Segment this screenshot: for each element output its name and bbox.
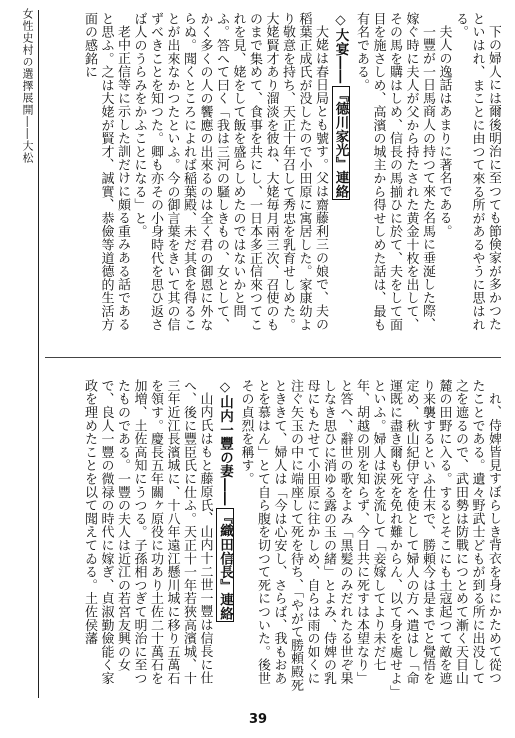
- lower-column: [45, 379, 501, 692]
- page-number: 39: [248, 712, 268, 727]
- section-link-tag: 『德川家光』連絡: [332, 87, 349, 198]
- upper-column: [45, 12, 501, 342]
- upper-paragraph-3: 一豐が一日馬商人の持つて來た名馬に垂涎した際、嫁ぐ時に夫人が父から持たされた黄金十枚を出して、その馬を購はしめ、信長の馬揃ひに於て、夫をして面目を施さしめ、高濱の城主から得せしめた話は、最も有名である。: [354, 12, 435, 332]
- diamond-icon: ◇: [332, 12, 349, 29]
- upper-paragraph-4: 大姥は春日局とも號す。父は齋藤利三の娘で、夫の稻葉正成氏が没したので小田原に寓居した。家康幼より敬意を持ち、天正十年召して秀忠を乳育せしめた。大姥賢才あり溜淡を彼ね、大姥毎月兩三次、召使のものまで集めて、食事を共にし、一日本多正信來つてこれを見、姥をして飯を盛らしめたのではないかと問ふ。答へて曰く「我は三河の騒しきもの、女として、かく多くの人の饗應の出來るのは全く君の御恩に外ならぬ。聞くところによれば稲葉殿、未だ其食を得ることが出來なかつたといふ。今の御言葉をきいて其の信ずべきことを知つた。卿も亦その小身時代を思ひ返さば人のうらみをかふことになる」と。: [131, 12, 328, 332]
- column-divider: [45, 357, 501, 358]
- running-head: 女性史村の選擇展開――大松: [21, 8, 34, 164]
- upper-paragraph-1: 下の婦人には爾後明治に至つても節倹家が多かつたといはれ、まことに由つて來る所があるやうに思はれる。: [453, 12, 501, 332]
- diamond-icon: ◇: [217, 379, 233, 396]
- lower-paragraph-2: 山内氏はもと藤原氏、山内十二世一豐は信長に仕へ、後に豐臣氏に仕ふ。天正十一年若狹高濱城、十三年近江長濱城に、十八年遠江懸川城に移り五萬石を領す。慶長五年關ヶ原役に功あり土佐二十萬石を加増、土佐高知にうつる。子孫相つぎて明治に至つたものである。一豐の夫人は近江の若宮友興の女で、良人一豐の微禄の時代に嫁ぎ、貞淑勤儉能く家政を理めたことを以て聞えてゐる。土佐侯藩: [82, 379, 213, 685]
- section-heading-daiba: [332, 12, 349, 342]
- header-rule: [38, 10, 39, 698]
- lower-paragraph-1: れ、侍婢皆見すぼらしき背衣を身にかためて從つたことである。遺々野武士どもが到る所に出没して之を遮るので、武田勢は防戰につとめて漸く天目山麓の田野に入る。するとそこにも土寇起つて敵を遮り来襲するといふ仕末で、勝頼今は是までと覺悟を定め、秋山紀伊守を使として婦人の方へ遣はし「命運既に盡き爾も死を免れ難からん、以て身を處せよ」といふ。婦人は涙を流して「妾嫁してより未だ七年、胡越の別を知らず、今日共に死すは本望なり」と答へ、辭世の歌をよみ「黒髪のみだれたる世ぞ果しなき思ひに消ゆる露の玉の緒」とよみ、侍婢の乳母にもたせて小田原に往かしめ、自らは雨の如くに注ぐ矢玉の中に端座して死を待ち、「やがて勝頼殿死とききて、婦人は「今は心安し、さらば、我もおあとを慕はん」とて自ら腹を切つて死についた。後世その貞烈を稱す。: [238, 379, 501, 692]
- upper-paragraph-2: 夫人の逸話はあまりに著名である。: [436, 25, 452, 238]
- section-title: 大宴: [332, 28, 349, 56]
- section-dash: ――: [217, 478, 233, 506]
- section-link-tag: 『織田信長』連絡: [217, 509, 233, 621]
- section-title: 山内一豐の妻: [217, 395, 233, 479]
- upper-paragraph-5: 老中正信等に示した訓だけに頗る重みある話であると思ふ。之は大姥が賢才、誠實、恭儉等道德的生活方面の感銘に: [82, 12, 130, 332]
- section-heading-yamauchi: [217, 379, 234, 692]
- section-dash: ――: [332, 55, 349, 84]
